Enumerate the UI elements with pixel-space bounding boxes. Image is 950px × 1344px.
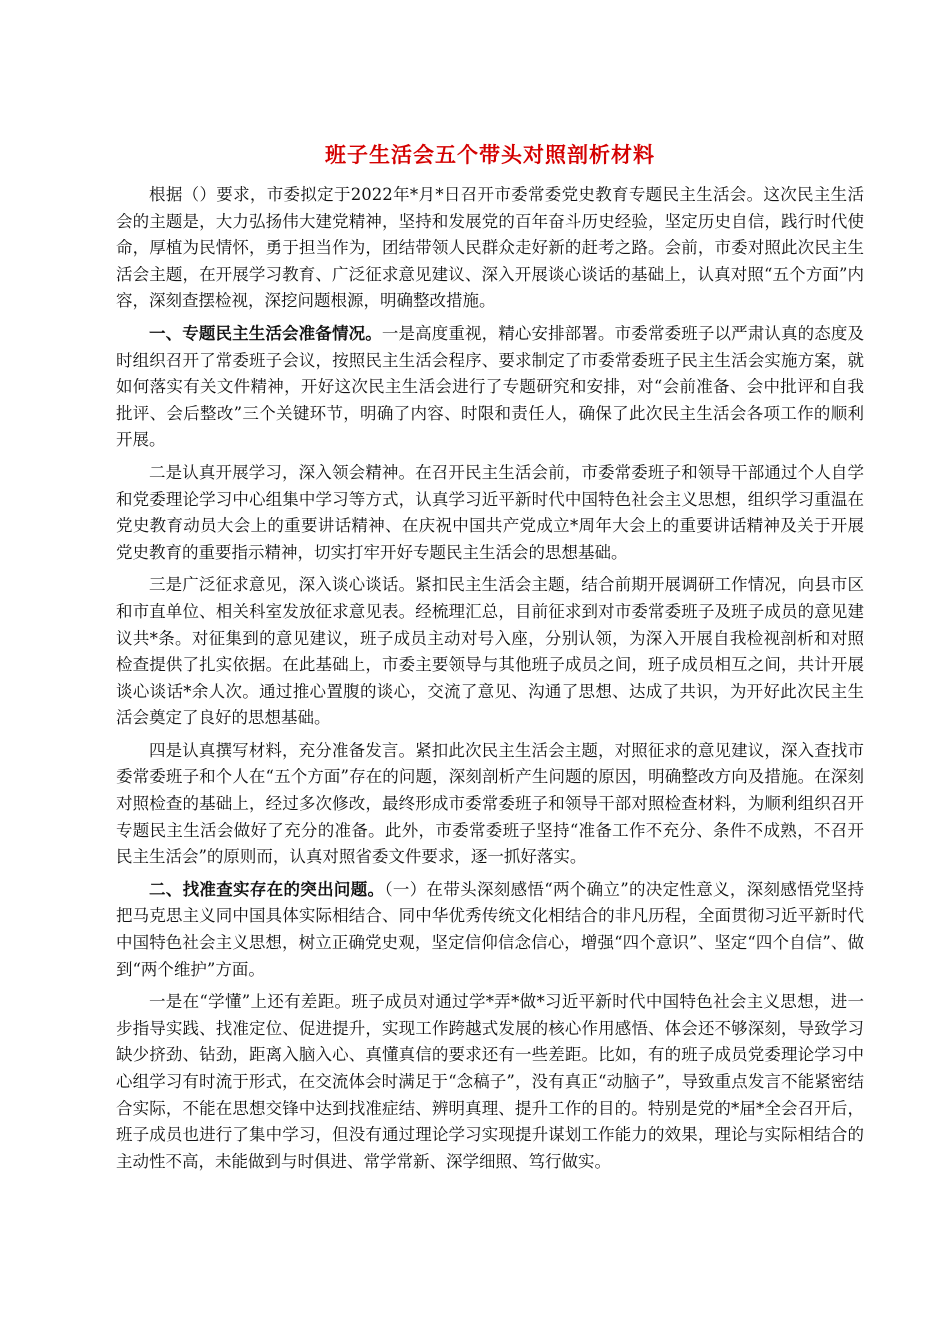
paragraph-text: 三是广泛征求意见，深入谈心谈话。紧扣民主生活会主题，结合前期开展调研工作情况，向县市区和市直单位、相关科室发放征求意见表。经梳理汇总，目前征求到对市委常委班子及班子成员的意见建议共*条。对征集到的意见建议，班子成员主动对号入座，分别认领，为深入开展自我检视剖析和对照检查提供了扎实依据。在此基础上，市委主要领导与其他班子成员之间，班子成员相互之间，共计开展谈心谈话*余人次。通过推心置腹的谈心，交流了意见、沟通了思想、达成了共识，为开好此次民主生活会奠定了良好的思想基础。: [116, 575, 864, 728]
paragraph-gap: [116, 989, 864, 1175]
paragraph-materials: [116, 738, 864, 871]
paragraph-section-2: [116, 877, 864, 983]
document-page: [116, 140, 864, 1181]
paragraph-text: 四是认真撰写材料，充分准备发言。紧扣此次民主生活会主题，对照征求的意见建议，深入查找市委常委班子和个人在“五个方面”存在的问题，深刻剖析产生问题的原因，明确整改方向及措施。在深刻对照检查的基础上，经过多次修改，最终形成市委常委班子和领导干部对照检查材料，为顺利组织召开专题民主生活会做好了充分的准备。此外，市委常委班子坚持“准备工作不充分、条件不成熟，不召开民主生活会”的原则而，认真对照省委文件要求，逐一抓好落实。: [116, 740, 864, 867]
paragraph-intro: [116, 182, 864, 315]
paragraph-text: 一是在“学懂”上还有差距。班子成员对通过学*弄*做*习近平新时代中国特色社会主义思想，进一步指导实践、找准定位、促进提升，实现工作跨越式发展的核心作用感悟、体会还不够深刻，导致学习缺少挤劲、钻劲，距离入脑入心、真懂真信的要求还有一些差距。比如，有的班子成员党委理论学习中心组学习有时流于形式，在交流体会时满足于“念稿子”，没有真正“动脑子”，导致重点发言不能紧密结合实际，不能在思想交锋中达到找准症结、辨明真理、提升工作的目的。特别是党的*届*全会召开后，班子成员也进行了集中学习，但没有通过理论学习实现提升谋划工作能力的效果，理论与实际相结合的主动性不高，未能做到与时俱进、常学常新、深学细照、笃行做实。: [116, 992, 864, 1171]
paragraph-section-1: [116, 321, 864, 454]
paragraph-text: 一是高度重视，精心安排部署。市委常委班子以严肃认真的态度及时组织召开了常委班子会议，按照民主生活会程序、要求制定了市委常委班子民主生活会实施方案，就如何落实有关文件精神，开好这次民主生活会进行了专题研究和安排，对“会前准备、会中批评和自我批评、会后整改”三个关键环节，明确了内容、时限和责任人，确保了此次民主生活会各项工作的顺利开展。: [116, 323, 865, 450]
paragraph-text: 根据（）要求，市委拟定于2022年*月*日召开市委常委党史教育专题民主生活会。这次民主生活会的主题是，大力弘扬伟大建党精神，坚持和发展党的百年奋斗历史经验，坚定历史自信，践行时代使命，厚植为民情怀，勇于担当作为，团结带领人民群众走好新的赶考之路。会前，市委对照此次民主生活会主题，在开展学习教育、广泛征求意见建议、深入开展谈心谈话的基础上，认真对照“五个方面”内容，深刻查摆检视，深挖问题根源，明确整改措施。: [116, 185, 864, 311]
document-title: 班子生活会五个带头对照剖析材料: [325, 142, 655, 167]
paragraph-text: （一）在带头深刻感悟“两个确立”的决定性意义，深刻感悟党坚持把马克思主义同中国具体实际相结合、同中华优秀传统文化相结合的非凡历程，全面贯彻习近平新时代中国特色社会主义思想，树立正确党史观，坚定信仰信念信心，增强“四个意识”、坚定“四个自信”、做到“两个维护”方面。: [116, 879, 865, 979]
paragraph-text: 二是认真开展学习，深入领会精神。在召开民主生活会前，市委常委班子和领导干部通过个人自学和党委理论学习中心组集中学习等方式，认真学习近平新时代中国特色社会主义思想，组织学习重温在党史教育动员大会上的重要讲话精神、在庆祝中国共产党成立*周年大会上的重要讲话精神及关于开展党史教育的重要指示精神，切实打牢开好专题民主生活会的思想基础。: [116, 462, 864, 562]
paragraph-study: [116, 460, 864, 566]
paragraph-opinions: [116, 572, 864, 732]
section-heading: 一、专题民主生活会准备情况。: [149, 323, 382, 343]
section-heading: 二、找准查实存在的突出问题。: [149, 879, 385, 899]
